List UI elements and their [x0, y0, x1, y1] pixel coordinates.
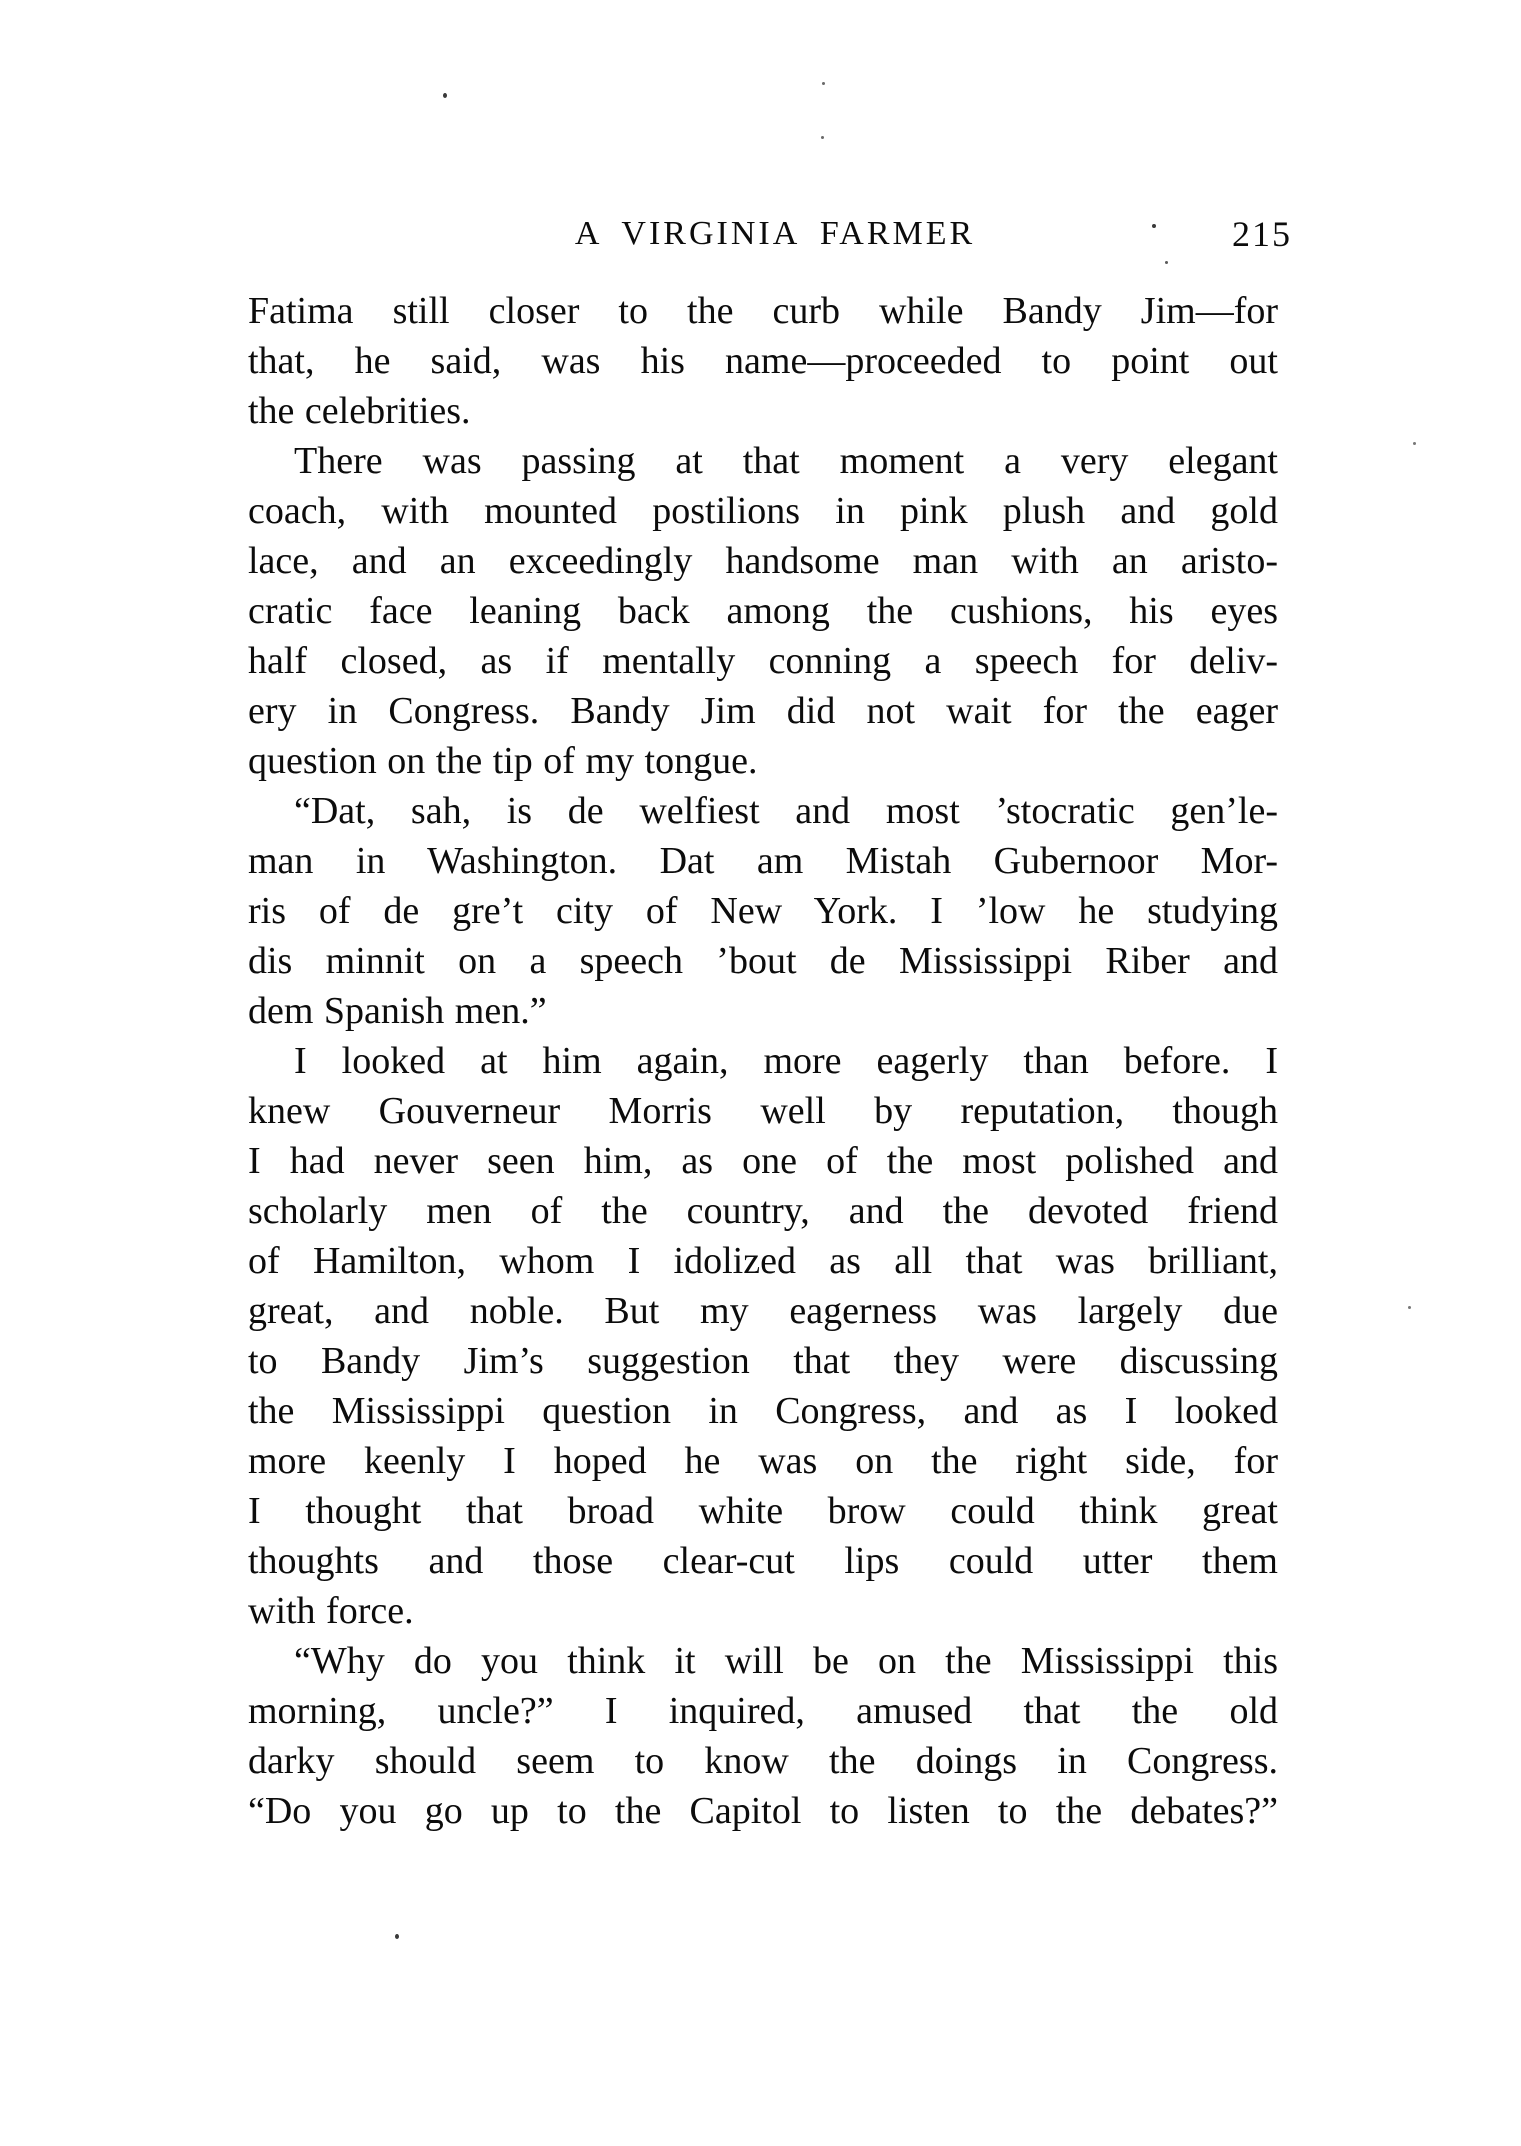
running-header [248, 214, 1292, 258]
text-line: the Mississippi question in Congress, and as I looked [248, 1390, 1278, 1432]
text-line: the celebrities. [248, 390, 471, 432]
paragraph [248, 786, 1278, 1036]
text-line: “Do you go up to the Capitol to listen to the debates?” [248, 1790, 1278, 1832]
text-line: more keenly I hoped he was on the right side, for [248, 1440, 1278, 1482]
text-line: knew Gouverneur Morris well by reputation, though [248, 1090, 1278, 1132]
text-line: cratic face leaning back among the cushions, his eyes [248, 590, 1278, 632]
scan-speck [1408, 1306, 1411, 1309]
text-line: There was passing at that moment a very elegant [294, 440, 1278, 482]
text-line: thoughts and those clear-cut lips could utter them [248, 1540, 1278, 1582]
text-line: I thought that broad white brow could think great [248, 1490, 1278, 1532]
text-line: I had never seen him, as one of the most polished and [248, 1140, 1278, 1182]
scan-speck [1152, 224, 1156, 228]
scan-speck [1165, 261, 1168, 264]
text-line: scholarly men of the country, and the devoted friend [248, 1190, 1278, 1232]
paragraph [248, 436, 1278, 786]
text-line: Fatima still closer to the curb while Bandy Jim—for [248, 290, 1278, 332]
page-number: 215 [1232, 214, 1292, 254]
scan-speck [822, 82, 825, 85]
text-line: “Why do you think it will be on the Mississippi this [294, 1640, 1278, 1682]
scan-speck [821, 136, 824, 139]
text-line: man in Washington. Dat am Mistah Gubernoor Mor- [248, 840, 1278, 882]
paragraph [248, 286, 1278, 436]
text-line: half closed, as if mentally conning a speech for deliv- [248, 640, 1278, 682]
text-line: dem Spanish men.” [248, 990, 547, 1032]
body-text [248, 286, 1278, 1836]
text-line: I looked at him again, more eagerly than before. I [294, 1040, 1278, 1082]
text-line: of Hamilton, whom I idolized as all that was brilliant, [248, 1240, 1278, 1282]
paragraph [248, 1036, 1278, 1636]
paragraph [248, 1636, 1278, 1836]
text-line: ris of de gre’t city of New York. I ’low he studying [248, 890, 1278, 932]
text-line: “Dat, sah, is de welfiest and most ’stocratic gen’le- [294, 790, 1278, 832]
scan-speck [395, 1934, 399, 1939]
running-header-title: A VIRGINIA FARMER [574, 215, 976, 252]
text-line: coach, with mounted postilions in pink plush and gold [248, 490, 1278, 532]
text-line: question on the tip of my tongue. [248, 740, 758, 782]
text-line: lace, and an exceedingly handsome man with an aristo- [248, 540, 1278, 582]
text-line: darky should seem to know the doings in Congress. [248, 1740, 1278, 1782]
text-line: to Bandy Jim’s suggestion that they were discussing [248, 1340, 1278, 1382]
text-line: dis minnit on a speech ’bout de Mississippi Riber and [248, 940, 1278, 982]
text-line: that, he said, was his name—proceeded to point out [248, 340, 1278, 382]
text-line: morning, uncle?” I inquired, amused that the old [248, 1690, 1278, 1732]
text-line: great, and noble. But my eagerness was largely due [248, 1290, 1278, 1332]
text-line: with force. [248, 1590, 414, 1632]
scan-speck [1413, 442, 1416, 445]
text-line: ery in Congress. Bandy Jim did not wait for the eager [248, 690, 1278, 732]
scan-speck [443, 93, 447, 98]
